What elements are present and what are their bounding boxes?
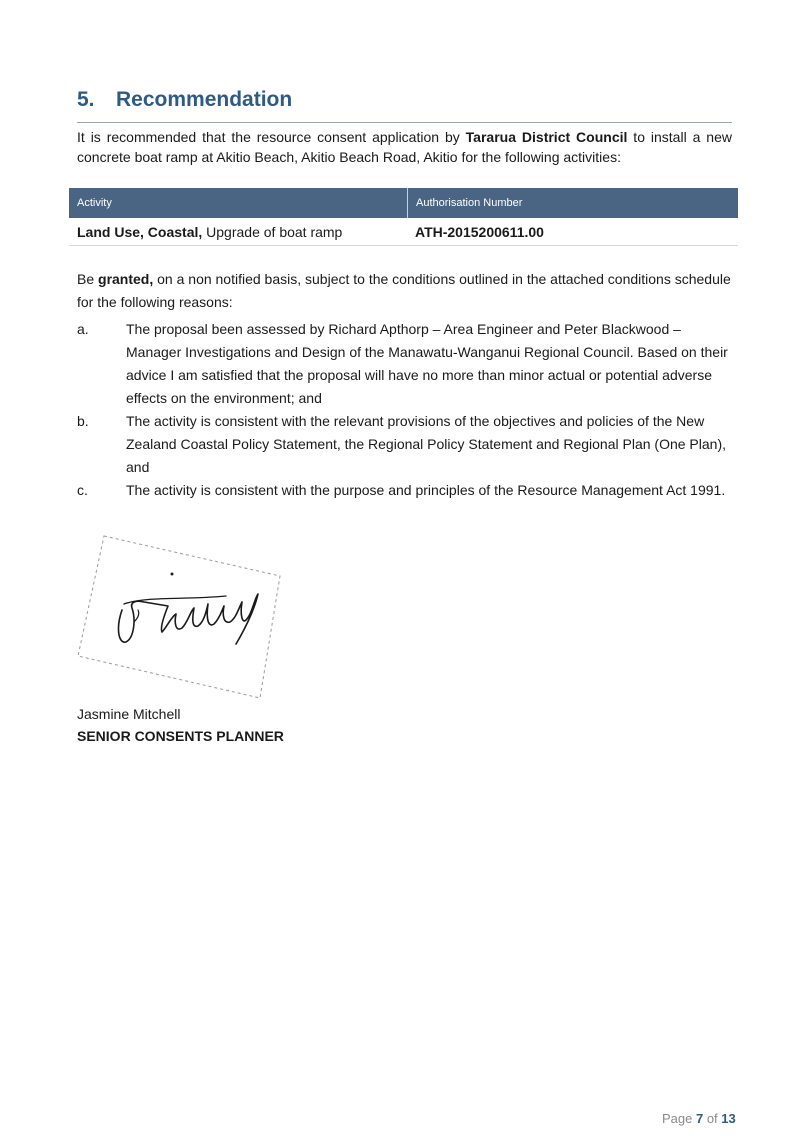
section-number: 5. <box>77 88 95 111</box>
page-total: 13 <box>721 1111 736 1126</box>
table-row <box>69 218 738 246</box>
section-title: Recommendation <box>116 88 293 111</box>
heading-rule <box>77 122 732 123</box>
reason-text: The activity is consistent with the purpose and principles of the Resource Management Act 1991. <box>126 482 726 498</box>
decision-prefix: Be <box>77 271 99 287</box>
header-authorisation-number: Authorisation Number <box>407 188 738 218</box>
page-prefix: Page <box>662 1111 696 1126</box>
decision-granted: granted, <box>98 271 154 287</box>
applicant-name: Tararua District Council <box>465 129 628 145</box>
activity-cell <box>69 218 407 245</box>
signatory-name: Jasmine Mitchell <box>77 706 181 722</box>
decision-paragraph <box>77 268 737 314</box>
section-heading <box>77 88 292 112</box>
reason-text: The proposal been assessed by Richard Apthorp – Area Engineer and Peter Blackwood – Manager Investigations and Design of the Manawatu-Wanganui Regional Council. Based on their advice I am satisfied that the proposal will have no more than minor actual or potential adverse effects on the environment; and <box>126 321 728 406</box>
activity-description: Upgrade of boat ramp <box>202 223 343 240</box>
page-number <box>662 1111 736 1126</box>
authorisation-number: ATH-2015200611.00 <box>415 223 544 240</box>
signature-image <box>76 532 286 702</box>
reason-label: c. <box>77 482 88 498</box>
list-item <box>77 410 737 479</box>
intro-text-2: to install a new concrete boat ramp at Akitio Beach, Akitio Beach Road, Akitio for the following activities: <box>77 129 732 165</box>
authorisation-cell <box>407 218 738 245</box>
reasons-list <box>77 318 737 502</box>
reason-text: The activity is consistent with the relevant provisions of the objectives and policies of the New Zealand Coastal Policy Statement, the Regional Policy Statement and Regional Plan (One Plan), and <box>126 413 727 475</box>
table-header <box>69 188 738 218</box>
activity-table <box>69 188 738 246</box>
reason-label: b. <box>77 413 89 429</box>
activity-type: Land Use, Coastal, <box>77 223 203 240</box>
list-item <box>77 318 737 410</box>
signatory-title: SENIOR CONSENTS PLANNER <box>77 728 284 744</box>
page-current: 7 <box>695 1111 704 1126</box>
list-item <box>77 479 737 502</box>
intro-paragraph <box>77 127 732 167</box>
header-activity: Activity <box>77 197 112 209</box>
decision-text: on a non notified basis, subject to the conditions outlined in the attached conditions schedule for the following reasons: <box>77 271 731 310</box>
intro-text-1: It is recommended that the resource consent application by <box>77 129 466 145</box>
page-of: of <box>703 1111 722 1126</box>
reason-label: a. <box>77 321 89 337</box>
